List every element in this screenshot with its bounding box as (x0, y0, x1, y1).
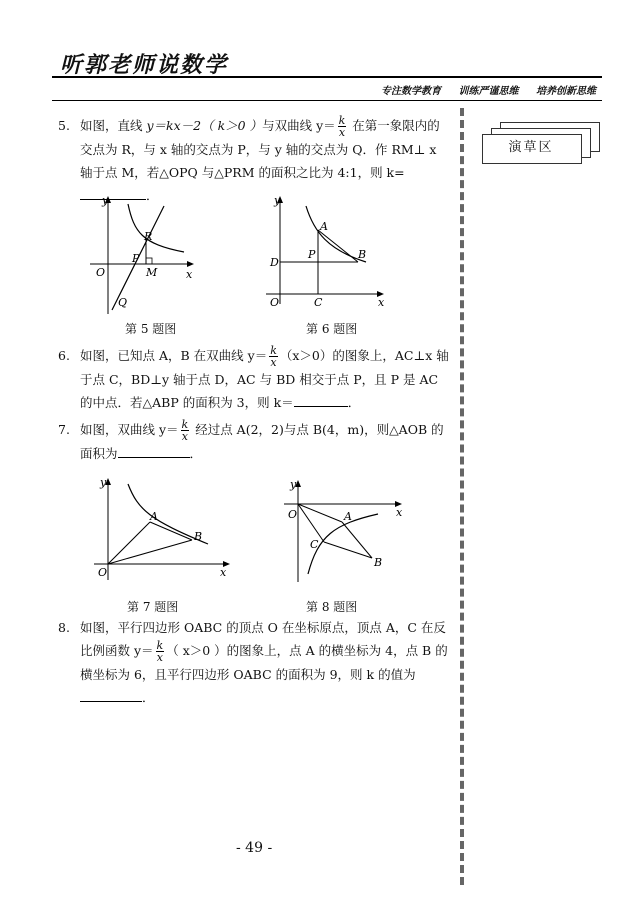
fig5-caption: 第 5 题图 (125, 322, 177, 336)
question-number: 6. (58, 348, 70, 363)
q6-text-3: ． (347, 395, 361, 410)
header-rule (52, 76, 602, 78)
frac-denominator: x (270, 356, 277, 369)
q7-text-3: ． (189, 446, 203, 461)
q6-text-2: （x＞0）的图象上，AC⊥x 轴于点 C，BD⊥y 轴于点 D，AC 与 BD 相交于点 P，且 P 是 AC 的中点．若△ABP 的面积为 3，则 k＝ (80, 348, 449, 410)
q8-fraction (156, 640, 165, 663)
fig5-label-p: P (132, 252, 140, 265)
header-slogans: 专注数学教育 训练严谨思维 培养创新思维 (381, 86, 596, 97)
fig7-caption: 第 7 题图 (127, 600, 179, 614)
question-8 (58, 616, 450, 709)
frac-denominator: x (181, 430, 188, 443)
fig8-label-o: O (288, 508, 298, 521)
figure-7 (88, 474, 238, 584)
q5-expr: y＝kx－2（ k＞0 ） (146, 118, 263, 133)
question-7 (58, 418, 450, 465)
fig6-label-d: D (270, 256, 279, 269)
answer-blank[interactable] (80, 687, 142, 702)
frac-numerator: k (338, 114, 346, 127)
frac-numerator: k (156, 639, 164, 652)
q5-text-4: ． (146, 188, 159, 203)
fig6-label-a: A (320, 220, 328, 233)
fig7-label-o: O (98, 566, 108, 579)
frac-numerator: k (270, 344, 277, 357)
brand-title: 听郭老师说数学 (60, 52, 229, 78)
q8-text-1: 如图，平行四边形 OABC 的顶点 O 在坐标原点，顶点 A，C 在反比例函数 y＝ (80, 620, 446, 658)
figure-6 (262, 192, 392, 312)
q7-text-1: 如图，双曲线 y＝ (80, 422, 179, 437)
fig5-label-y: y (102, 194, 109, 207)
question-6 (58, 344, 450, 414)
fig7-label-a: A (150, 510, 158, 523)
q7-fraction (181, 419, 190, 442)
fig7-label-y: y (100, 476, 107, 489)
fig8-label-c: C (310, 538, 319, 551)
question-number: 8. (58, 620, 70, 635)
q8-text-2: （ x＞0 ）的图象上，点 A 的横坐标为 4，点 B 的横坐标为 6，且平行四边形 OABC 的面积为 9，则 k 的值为 (80, 643, 448, 682)
question-number: 7. (58, 422, 70, 437)
frac-numerator: k (181, 418, 189, 431)
fig6-ab-segment (318, 230, 358, 262)
fig5-label-q: Q (118, 296, 128, 309)
q8-text-3: ． (142, 690, 155, 705)
answer-blank[interactable] (118, 443, 190, 458)
q5-text-3: 在第一象限内的交点为 R，与 x 轴的交点为 P，与 y 轴的交点为 Q．作 RM⊥ x 轴于点 M，若△OPQ 与△PRM 的面积之比为 4:1，则 k= (80, 118, 440, 180)
scratch-label: 演草区 (508, 140, 554, 155)
fig5-label-x: x (186, 268, 193, 281)
fig7-ab-segment (150, 522, 192, 540)
fig5-label-r: R (144, 230, 153, 243)
fig8-caption: 第 8 题图 (306, 600, 358, 614)
fig6-label-x: x (378, 296, 385, 309)
scratch-area-tag (482, 122, 602, 172)
fig6-label-p: P (308, 248, 316, 261)
figure-5 (84, 192, 204, 322)
frac-denominator: x (156, 651, 163, 664)
scratch-divider (460, 108, 464, 885)
figure-8 (278, 476, 408, 586)
fig6-label-y: y (274, 194, 281, 207)
page-number: - 49 - (236, 840, 273, 856)
fig5-label-o: O (96, 266, 106, 279)
fig8-label-a: A (344, 510, 352, 523)
fig5-label-m: M (146, 266, 158, 279)
q5-fraction (338, 115, 347, 138)
fig6-label-o: O (270, 296, 280, 309)
frac-denominator: x (338, 126, 346, 139)
header-subrule (52, 100, 602, 101)
fig6-label-c: C (314, 296, 323, 309)
fig7-label-b: B (194, 530, 203, 543)
fig8-label-x: x (396, 506, 403, 519)
q5-text-1: 如图，直线 (80, 118, 147, 133)
fig7-label-x: x (220, 566, 227, 579)
q6-fraction (269, 345, 278, 368)
fig5-hyperbola (128, 204, 184, 252)
q7-text-2: 经过点 A(2，2)与点 B(4，m)，则△AOB 的面积为 (80, 422, 444, 461)
fig5-x-arrow (187, 261, 194, 267)
fig8-label-b: B (374, 556, 383, 569)
q6-text-1: 如图，已知点 A，B 在双曲线 y＝ (80, 348, 268, 363)
fig8-label-y: y (290, 478, 297, 491)
fig5-right-angle (146, 258, 152, 264)
question-number: 5. (58, 118, 70, 133)
q5-text-2: 与双曲线 y＝ (262, 118, 336, 133)
fig6-label-b: B (358, 248, 367, 261)
answer-blank[interactable] (294, 392, 348, 407)
fig6-caption: 第 6 题图 (306, 322, 358, 336)
